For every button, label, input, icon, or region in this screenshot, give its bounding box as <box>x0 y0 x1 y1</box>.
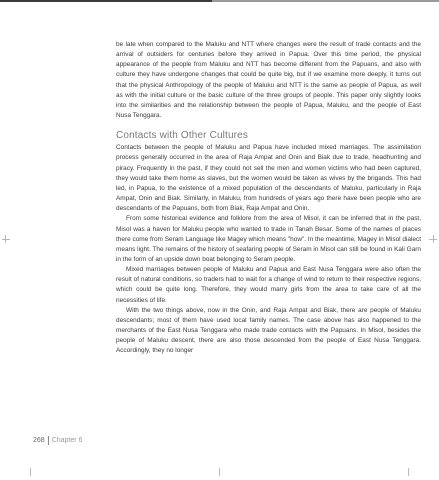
crop-mark <box>408 468 409 476</box>
crop-mark <box>2 239 10 240</box>
page-number: 268 <box>33 437 45 444</box>
paragraph-3: Mixed marriages between people of Maluku and Papua and East Nusa Tenggara were also often the result of natural conditions, so traders had to wait for a change of wind to return to their respective regions, which could be quite long. Therefore, they would marry girls from the area to take care of all the necessities of life. <box>116 266 421 304</box>
paragraph-4: With the two things above, now in the Onin, and Raja Ampat and Biak, there are people of Maluku descendants; most of them have used local family names. The case above has also happened to the merchants of the East Nusa Tenggara who made trade contacts with the Papuans. In Misol, besides the people of Maluku descent, there are also those descended from the people of East Nusa Tenggara. Accordingly, they no longer <box>116 306 421 355</box>
footer-divider <box>48 436 49 445</box>
section-heading: Contacts with Other Cultures <box>116 130 249 142</box>
top-rule-light-segment <box>212 0 439 2</box>
crop-mark <box>30 468 31 476</box>
chapter-label: Chapter 6 <box>51 437 83 444</box>
main-text <box>116 40 421 357</box>
page-footer <box>33 436 82 445</box>
paragraph-intro: be late when compared to the Maluku and NTT where changes were the result of trade contacts and the arrival of outsiders for centuries before they arrived in Papua. Over this time period, the physical appearance of the people from Maluku and NTT has become different from the Papuans, and also with culture they have undergone changes that could be quite big, but if we examine more deeply, it turns out that the physical Anthropology of the people of Maluku and NTT is the same as people of Papua, as well as with the initial culture or the basic culture of the three groups of people. This paper only slightly looks into the similarities and the relationship between the people of Papua, Maluku, and the people of East Nusa Tenggara. <box>116 41 421 120</box>
top-rule <box>0 0 439 3</box>
paragraph-2: From some historical evidence and folklore from the area of Misol, it can be inferred that in the past, Misol was a haven for Maluku people who wanted to trade in Tanah Besar. Some of the names of places there come from Seram Language like Magey which means "how". In the meantime, Magey in Misol dialect means light. The remains of the history of seafaring people of Seram in Misol can still be found in Kali Garn in the form of an upside down boat belonging to Seram people. <box>116 215 421 263</box>
crop-mark <box>429 239 437 240</box>
crop-mark <box>219 468 220 476</box>
paragraph-1: Contacts between the people of Maluku and Papua have included mixed marriages. The assimilation process generally occurred in the area of Raja Ampat and Onin and Biak due to trade, headhunting and piracy. Frequently in the past, if they could not sell the men and women victims who had been captured, they would take them home as slaves, but the women would be taken as wives by the brigands. This had led, in Papua, to the existence of a mixed population of the descendants of Maluku, particularly in Raja Ampat, Onin and Biak. Similarly, in Maluku, from hundreds of years ago there have been people who are descendants of the Papuans, both from Biak, Raja Ampat and Onin. <box>116 144 421 213</box>
top-rule-dark-segment <box>0 0 212 2</box>
